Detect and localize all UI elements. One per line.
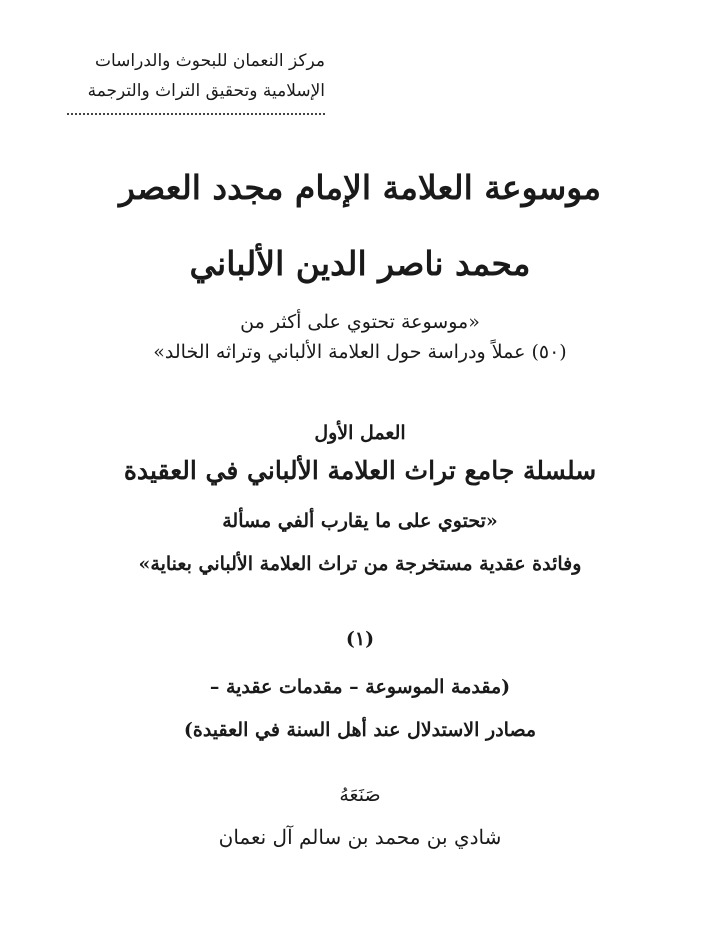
compiled-by-label: صَنَعَهُ	[339, 784, 381, 806]
work-number-label: العمل الأول	[314, 422, 406, 444]
publisher-block	[88, 46, 325, 106]
author-name: شادي بن محمد بن سالم آل نعمان	[218, 825, 502, 849]
publisher-name-line1: مركز النعمان للبحوث والدراسات	[95, 51, 325, 71]
encyclopedia-title: موسوعة العلامة الإمام مجدد العصر	[118, 168, 602, 207]
volume-contents-line1: (مقدمة الموسوعة – مقدمات عقدية –	[209, 676, 511, 698]
encyclopedia-description-line1: «موسوعة تحتوي على أكثر من	[240, 311, 480, 333]
encyclopedia-description-line2: (٥٠) عملاً ودراسة حول العلامة الألباني وتراثه الخالد»	[153, 341, 567, 363]
volume-contents-line2: مصادر الاستدلال عند أهل السنة في العقيدة)	[183, 719, 537, 741]
work-title: سلسلة جامع تراث العلامة الألباني في العقيدة	[123, 456, 597, 485]
scholar-name-title: محمد ناصر الدين الألباني	[189, 244, 531, 283]
volume-number: (١)	[345, 628, 375, 650]
publisher-dotted-divider	[67, 113, 325, 115]
work-description-line1: «تحتوي على ما يقارب ألفي مسألة	[222, 510, 498, 532]
work-description-line2: وفائدة عقدية مستخرجة من تراث العلامة الألباني بعناية»	[138, 553, 582, 575]
publisher-name-line2: الإسلامية وتحقيق التراث والترجمة	[87, 81, 325, 101]
